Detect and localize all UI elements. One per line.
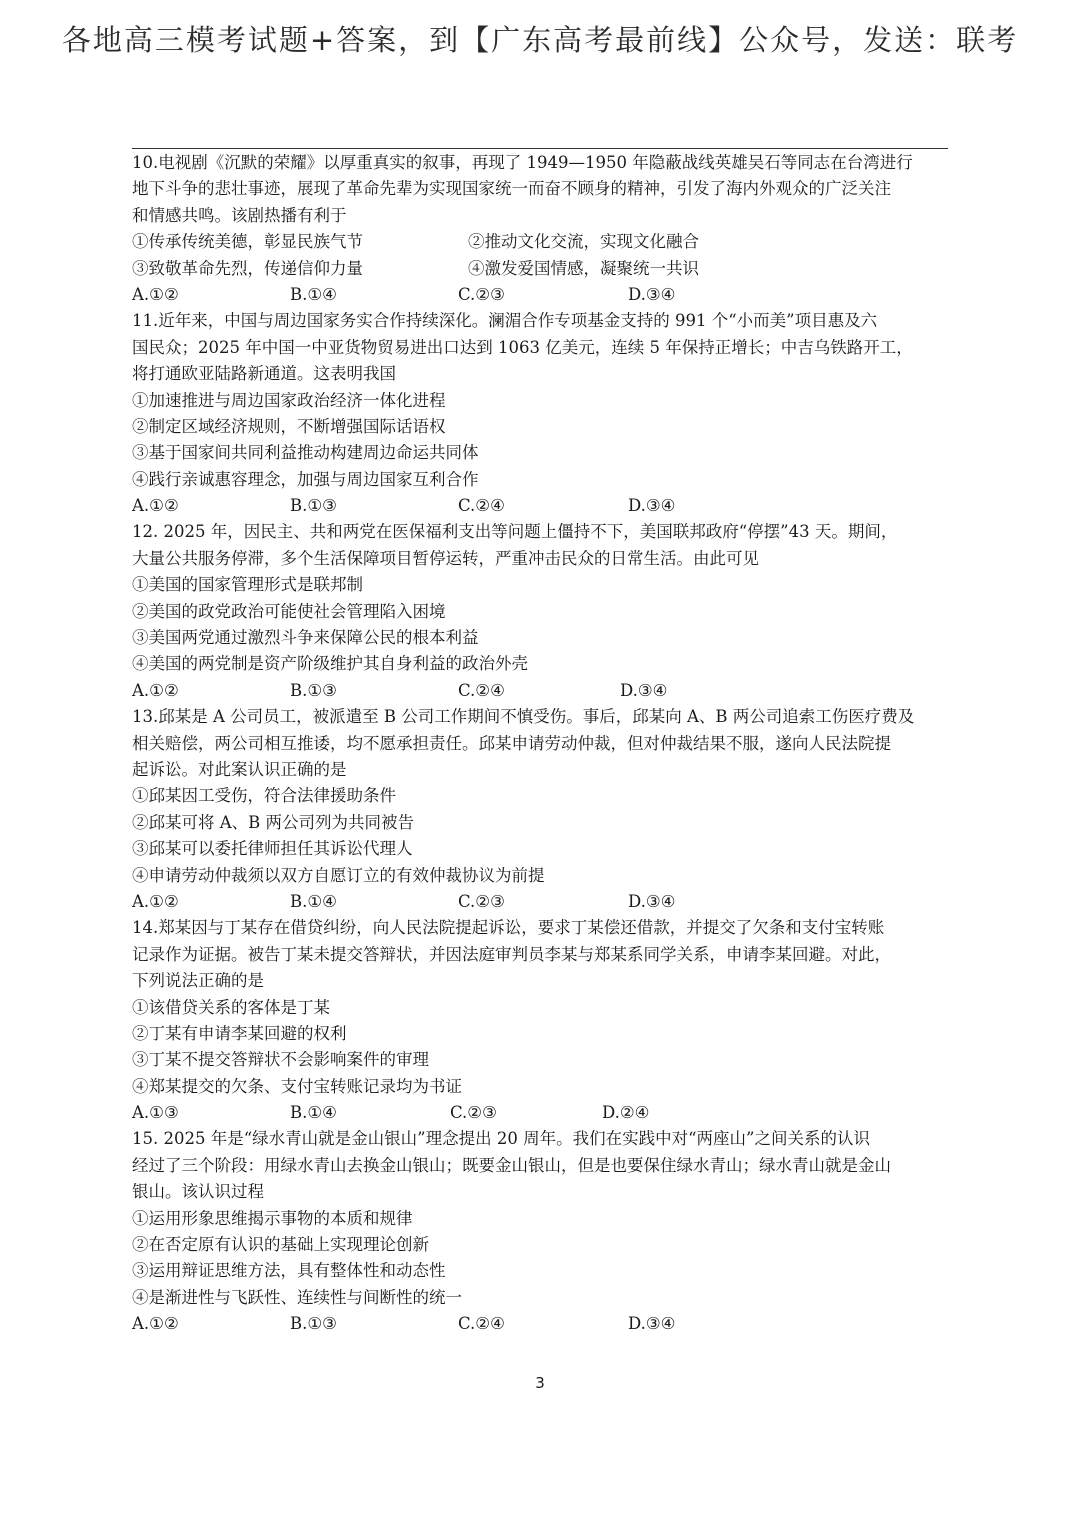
statement-item: ①加速推进与周边国家政治经济一体化进程 [132,390,446,410]
option-c: C.②③ [458,284,505,304]
option-c: C.②③ [450,1103,497,1123]
option-b: B.①③ [290,496,337,516]
answer-options [132,282,950,308]
option-d: D.③④ [628,496,676,516]
option-d: D.③④ [628,891,676,911]
answer-options [132,1311,950,1337]
answer-options [132,1100,950,1126]
statement-item: ④践行亲诚惠容理念，加强与周边国家互利合作 [132,469,479,489]
question-12 [132,519,950,704]
statement-item: ②邱某可将 A、B 两公司列为共同被告 [132,812,415,832]
option-c: C.②③ [458,891,505,911]
question-stem-line: 大量公共服务停滞，多个生活保障项目暂停运转，严重冲击民众的日常生活。由此可见 [132,548,759,568]
option-d: D.③④ [628,284,676,304]
option-d: D.②④ [602,1103,650,1123]
statement-item: ②推动文化交流，实现文化融合 [468,232,699,252]
statement-item: ③美国两党通过激烈斗争来保障公民的根本利益 [132,628,479,648]
question-stem-line: 14.郑某因与丁某存在借贷纠纷，向人民法院提起诉讼，要求丁某偿还借款，并提交了欠条和支付宝转账 [132,918,885,938]
statement-item: ②制定区域经济规则，不断增强国际话语权 [132,416,446,436]
header-divider [132,148,948,149]
question-stem-line: 10.电视剧《沉默的荣耀》以厚重真实的叙事，再现了 1949—1950 年隐蔽战线英雄吴石等同志在台湾进行 [132,153,913,172]
option-c: C.②④ [458,1314,505,1334]
statement-item: ①该借贷关系的客体是丁某 [132,997,330,1017]
answer-options [132,889,950,915]
statement-item: ④美国的两党制是资产阶级维护其自身利益的政治外壳 [132,654,528,674]
option-a: A.①② [132,680,179,700]
statement-item: ③丁某不提交答辩状不会影响案件的审理 [132,1050,429,1070]
question-13 [132,704,950,915]
question-stem-line: 11.近年来，中国与周边国家务实合作持续深化。澜湄合作专项基金支持的 991 个“小而美”项目惠及六 [132,311,878,331]
option-a: A.①② [132,284,179,304]
question-stem-line: 和情感共鸣。该剧热播有利于 [132,205,347,225]
option-b: B.①④ [290,891,337,911]
question-stem-line: 相关赔偿，两公司相互推诿，均不愿承担责任。邱某申请劳动仲裁，但对仲裁结果不服，遂向人民法院提 [132,733,891,753]
question-stem-line: 记录作为证据。被告丁某未提交答辩状，并因法庭审判员李某与郑某系同学关系，申请李某回避。对此， [132,944,891,964]
question-stem-line: 12. 2025 年，因民主、共和两党在医保福利支出等问题上僵持不下，美国联邦政府“停摆”43 天。期间， [132,522,898,542]
statement-item: ②丁某有申请李某回避的权利 [132,1023,347,1043]
question-list [132,150,950,1338]
option-c: C.②④ [458,680,505,700]
statement-item: ②美国的政党政治可能使社会管理陷入困境 [132,601,446,621]
statement-pair [132,256,950,282]
question-stem-line: 银山。该认识过程 [132,1182,264,1202]
statement-item: ③邱某可以委托律师担任其诉讼代理人 [132,839,413,859]
statement-item: ④郑某提交的欠条、支付宝转账记录均为书证 [132,1076,462,1096]
statement-pair [132,229,950,255]
question-stem-line: 13.邱某是 A 公司员工，被派遣至 B 公司工作期间不慎受伤。事后，邱某向 A、B 两公司追索工伤医疗费及 [132,707,915,727]
statement-item: ③致敬革命先烈，传递信仰力量 [132,258,363,278]
answer-options [132,493,950,519]
question-stem-line: 起诉讼。对此案认识正确的是 [132,759,347,779]
statement-item: ①运用形象思维揭示事物的本质和规律 [132,1208,413,1228]
question-stem-line: 下列说法正确的是 [132,971,264,991]
option-d: D.③④ [628,1314,676,1334]
option-b: B.①③ [290,680,337,700]
statement-item: ④是渐进性与飞跃性、连续性与间断性的统一 [132,1287,462,1307]
question-10 [132,150,950,308]
question-stem-line: 国民众；2025 年中国一中亚货物贸易进出口达到 1063 亿美元，连续 5 年保持正增长；中吉乌铁路开工， [132,337,913,357]
question-stem-line: 将打通欧亚陆路新通道。这表明我国 [132,364,396,384]
statement-item: ③运用辩证思维方法，具有整体性和动态性 [132,1261,446,1281]
statement-item: ④申请劳动仲裁须以双方自愿订立的有效仲裁协议为前提 [132,865,545,885]
question-stem-line: 15. 2025 年是“绿水青山就是金山银山”理念提出 20 周年。我们在实践中对“两座山”之间关系的认识 [132,1129,870,1149]
option-a: A.①② [132,891,179,911]
header-banner: 各地高三模考试题+答案，到【广东高考最前线】公众号，发送：联考 [61,23,1019,57]
statement-item: ①传承传统美德，彰显民族气节 [132,232,363,252]
option-d: D.③④ [620,680,668,700]
question-14 [132,915,950,1126]
statement-item: ④激发爱国情感，凝聚统一共识 [468,258,699,278]
question-11 [132,308,950,519]
option-c: C.②④ [458,496,505,516]
option-b: B.①④ [290,284,337,304]
option-a: A.①② [132,496,179,516]
statement-item: ①邱某因工受伤，符合法律援助条件 [132,786,396,806]
option-a: A.①③ [132,1103,179,1123]
statement-item: ②在否定原有认识的基础上实现理论创新 [132,1235,429,1255]
question-stem-line: 经过了三个阶段：用绿水青山去换金山银山；既要金山银山，但是也要保住绿水青山；绿水青山就是金山 [132,1155,891,1175]
page-number: 3 [535,1374,545,1392]
statement-item: ①美国的国家管理形式是联邦制 [132,575,363,595]
option-b: B.①④ [290,1103,337,1123]
answer-options [132,678,950,704]
option-a: A.①② [132,1314,179,1334]
question-stem-line: 地下斗争的悲壮事迹，展现了革命先辈为实现国家统一而奋不顾身的精神，引发了海内外观众的广泛关注 [132,179,891,199]
question-15 [132,1126,950,1337]
option-b: B.①③ [290,1314,337,1334]
statement-item: ③基于国家间共同利益推动构建周边命运共同体 [132,443,479,463]
